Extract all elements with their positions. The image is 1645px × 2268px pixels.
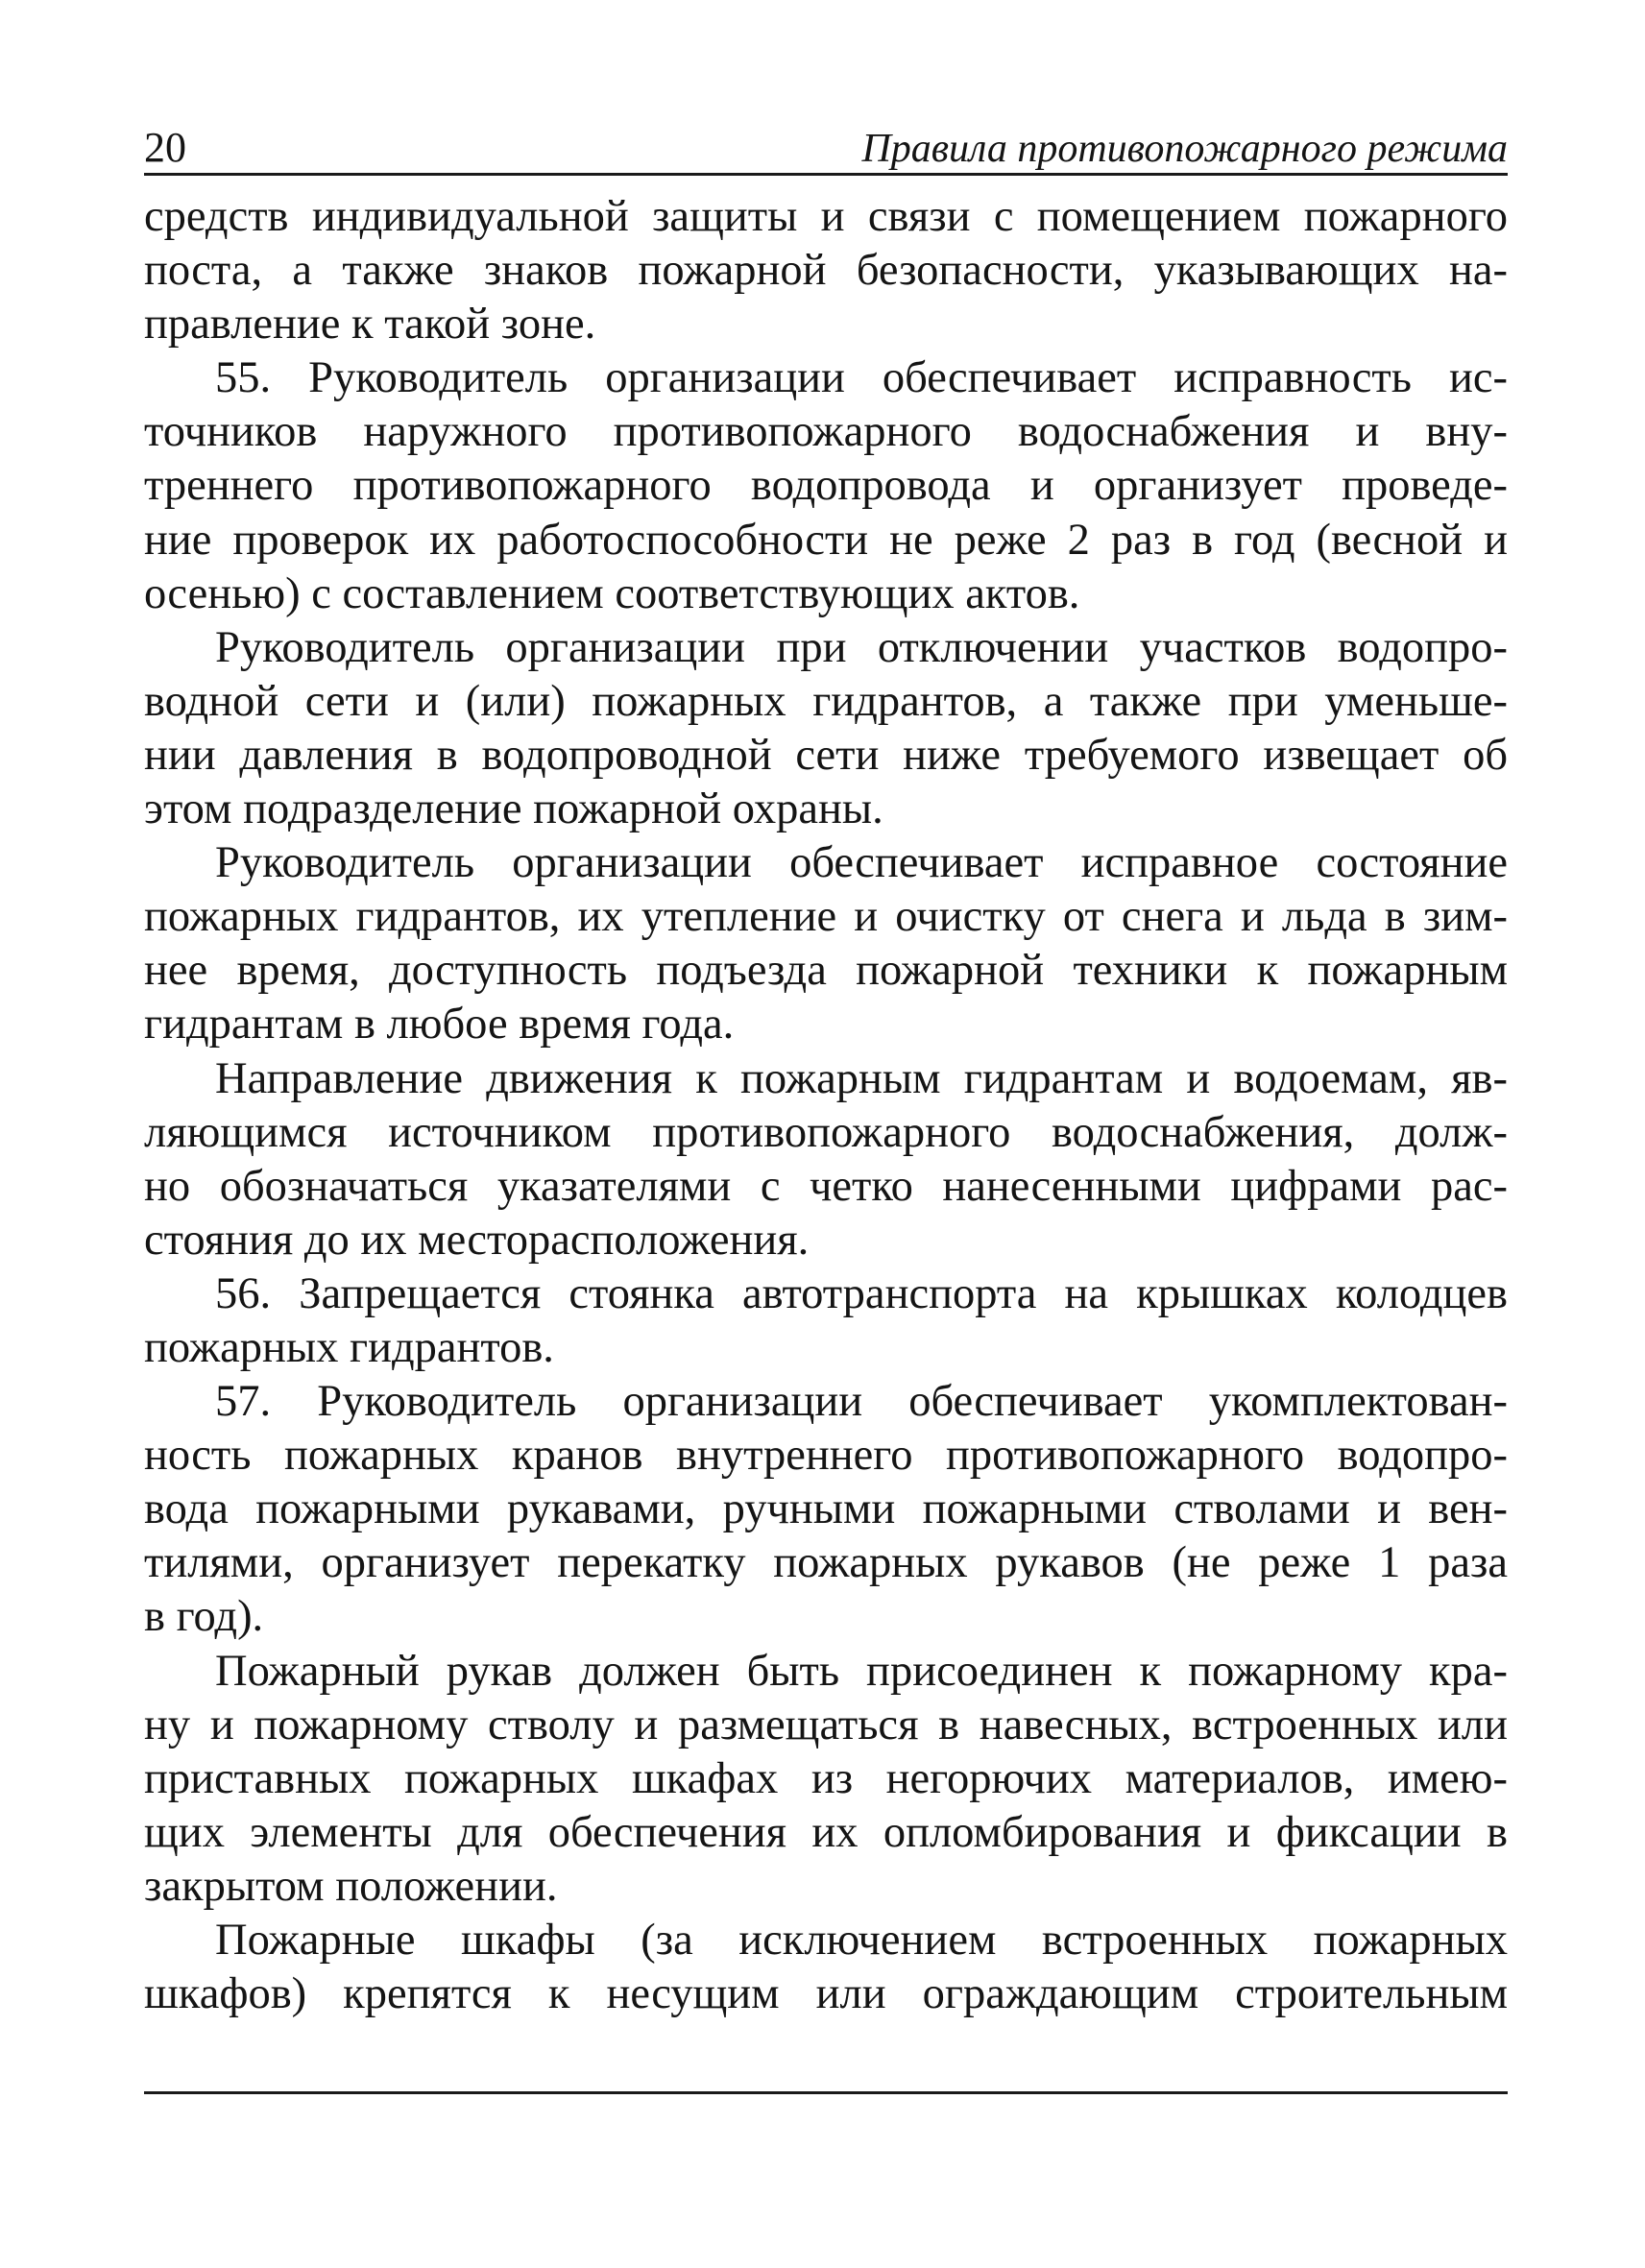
paragraph [144, 621, 1508, 836]
text-line: поста, а также знаков пожарной безопасности, указывающих на- [144, 246, 1508, 296]
text-line: осенью) с составлением соответствующих актов. [144, 568, 1080, 618]
text-line: но обозначаться указателями с четко нанесенными цифрами рас- [144, 1161, 1508, 1211]
text-line: стояния до их месторасположения. [144, 1215, 810, 1265]
text-line: Пожарные шкафы (за исключением встроенных пожарных [215, 1916, 1508, 1965]
text-line: гидрантам в любое время года. [144, 1000, 735, 1050]
text-line: Руководитель организации обеспечивает исправное состояние [215, 838, 1508, 888]
text-line: этом подразделение пожарной охраны. [144, 784, 883, 834]
text-line: 57. Руководитель организации обеспечивает укомплектован- [215, 1377, 1508, 1427]
text-line: 55. Руководитель организации обеспечивает исправность ис- [215, 353, 1508, 403]
text-line: вода пожарными рукавами, ручными пожарными стволами и вен- [144, 1484, 1508, 1534]
paragraph [144, 351, 1508, 620]
text-line: ность пожарных кранов внутреннего противопожарного водопро- [144, 1431, 1508, 1481]
text-line: щих элементы для обеспечения их опломбирования и фиксации в [144, 1807, 1508, 1857]
text-line: закрытом положении. [144, 1861, 558, 1911]
text-line: Руководитель организации при отключении участков водопро- [215, 622, 1508, 672]
text-line: нии давления в водопроводной сети ниже требуемого извещает об [144, 730, 1508, 780]
running-header [144, 113, 1508, 176]
paragraph [144, 836, 1508, 1051]
text-line: приставных пожарных шкафах из негорючих материалов, имею- [144, 1753, 1508, 1803]
paragraph [144, 190, 1508, 351]
text-line: тилями, организует перекатку пожарных рукавов (не реже 1 раза [144, 1538, 1508, 1588]
text-line: правление к такой зоне. [144, 300, 596, 350]
text-line: Пожарный рукав должен быть присоединен к пожарному кра- [215, 1646, 1508, 1696]
text-line: шкафов) крепятся к несущим или ограждающим строительным [144, 1969, 1508, 2019]
paragraph [144, 1645, 1508, 1914]
text-line: треннего противопожарного водопровода и организует проведе- [144, 461, 1508, 511]
text-line: пожарных гидрантов, их утепление и очистку от снега и льда в зим- [144, 892, 1508, 942]
text-line: точников наружного противопожарного водоснабжения и вну- [144, 407, 1508, 457]
paragraph [144, 1375, 1508, 1644]
text-line: Направление движения к пожарным гидрантам и водоемам, яв- [215, 1053, 1508, 1103]
body-text [144, 190, 1508, 2021]
paragraph [144, 1267, 1508, 1375]
text-line: пожарных гидрантов. [144, 1322, 554, 1372]
text-line: в год). [144, 1592, 264, 1642]
footer-rule [144, 2091, 1508, 2094]
text-line: средств индивидуальной защиты и связи с помещением пожарного [144, 192, 1508, 241]
page-number: 20 [144, 124, 186, 171]
running-title: Правила противопожарного режима [861, 127, 1508, 171]
text-line: водной сети и (или) пожарных гидрантов, а также при уменьше- [144, 676, 1508, 726]
text-line: ляющимся источником противопожарного водоснабжения, долж- [144, 1107, 1508, 1157]
text-line: 56. Запрещается стоянка автотранспорта на крышках колодцев [215, 1268, 1508, 1318]
text-line: нее время, доступность подъезда пожарной техники к пожарным [144, 946, 1508, 996]
text-line: ну и пожарному стволу и размещаться в навесных, встроенных или [144, 1700, 1508, 1749]
paragraph [144, 1052, 1508, 1267]
paragraph [144, 1914, 1508, 2021]
text-line: ние проверок их работоспособности не реже 2 раз в год (весной и [144, 515, 1508, 565]
